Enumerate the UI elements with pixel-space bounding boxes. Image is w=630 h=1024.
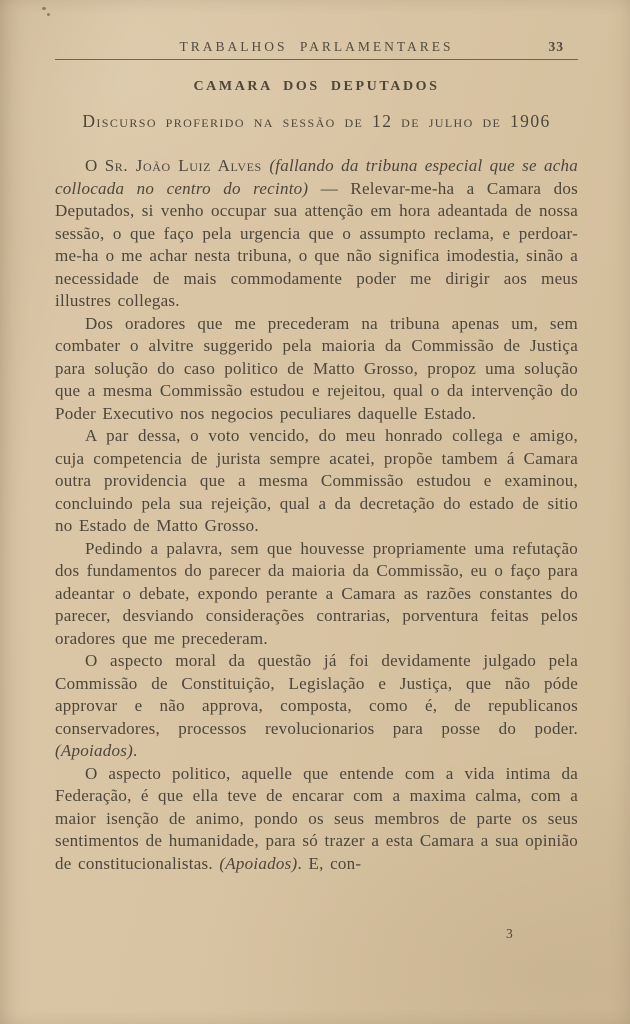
- text-run: . E, con-: [297, 853, 362, 873]
- text-run: O aspecto politico, aquelle que entende com a vida intima da Federação, é que ella teve de encarar com a maxima calma, com a maior isenção de animo, pondo os seus membros de parte os seus sentimentos de humanidade, para só trazer a esta Camara a sua opinião de constitucionalistas.: [55, 763, 578, 873]
- running-head: [55, 40, 578, 54]
- paragraph: [55, 538, 578, 651]
- header-rule: [55, 59, 578, 60]
- paragraph: [55, 313, 578, 426]
- text-run: A par dessa, o voto vencido, do meu honrado collega e amigo, cuja competencia de jurista sempre acatei, propõe tambem á Camara outra providencia que a mesma Commissão estudou e examinou, concluindo pela sua rejeição, qual a da decretação do estado de sitio no Estado de Matto Grosso.: [55, 426, 578, 535]
- body-text: [55, 155, 578, 875]
- italic-run: (Apoiados): [219, 853, 298, 873]
- text-run: .: [133, 741, 138, 760]
- text-run: O aspecto moral da questão já foi devidamente julgado pela Commissão de Constituição, Legislação e Justiça, que não póde approvar e não approva, composta, como é, de republicanos conservadores, processos revolucionarios para posse do poder.: [55, 651, 578, 738]
- paragraph: [55, 425, 578, 538]
- paragraph: [55, 650, 578, 763]
- paragraph: [55, 763, 578, 876]
- speech-subtitle: Discurso proferido na sessão de 12 de julho de 1906: [82, 111, 551, 131]
- paper-speck: [47, 13, 50, 16]
- signature-mark: 3: [506, 926, 513, 941]
- paragraph: [55, 155, 578, 313]
- text-run: — Relevar-me-ha a Camara dos Deputados, si venho occupar sua attenção em hora adeantada de nossa sessão, o que faço pela urgencia que o assumpto reclama, e perdoar-me-ha o me achar nesta tribuna, o que não significa imodestia, sinão a necessidade de mais commodamente poder me dirigir aos meus illustres collegas.: [55, 178, 578, 310]
- running-head-title: TRABALHOS PARLAMENTARES: [179, 39, 454, 54]
- smallcaps-run: Sr. João Luiz Alves: [104, 156, 270, 175]
- section-heading: CAMARA DOS DEPUTADOS: [193, 79, 440, 94]
- italic-run: (Apoiados): [55, 741, 134, 760]
- paper-speck: [42, 7, 46, 10]
- text-run: Pedindo a palavra, sem que houvesse propriamente uma refutação dos fundamentos do parecer da maioria da Commissão, eu o faço para adeantar o debate, expondo perante a Camara as razões constantes do parecer, desviando considerações contrarias, porventura feitas pelos oradores que me precederam.: [55, 538, 578, 648]
- text-run: Dos oradores que me precederam na tribuna apenas um, sem combater o alvitre suggerido pela maioria da Commissão de Justiça para solução do caso politico de Matto Grosso, propoz uma solução que a mesma Commissão estudou e rejeitou, qual o da intervenção do Poder Executivo nos negocios peculiares daquelle Estado.: [55, 313, 578, 423]
- text-block: [55, 0, 578, 875]
- italic-run: (fallando da tribuna especial que se acha collocada no centro do recinto): [55, 156, 578, 198]
- page-number: 33: [548, 39, 564, 54]
- text-run: O: [85, 156, 105, 175]
